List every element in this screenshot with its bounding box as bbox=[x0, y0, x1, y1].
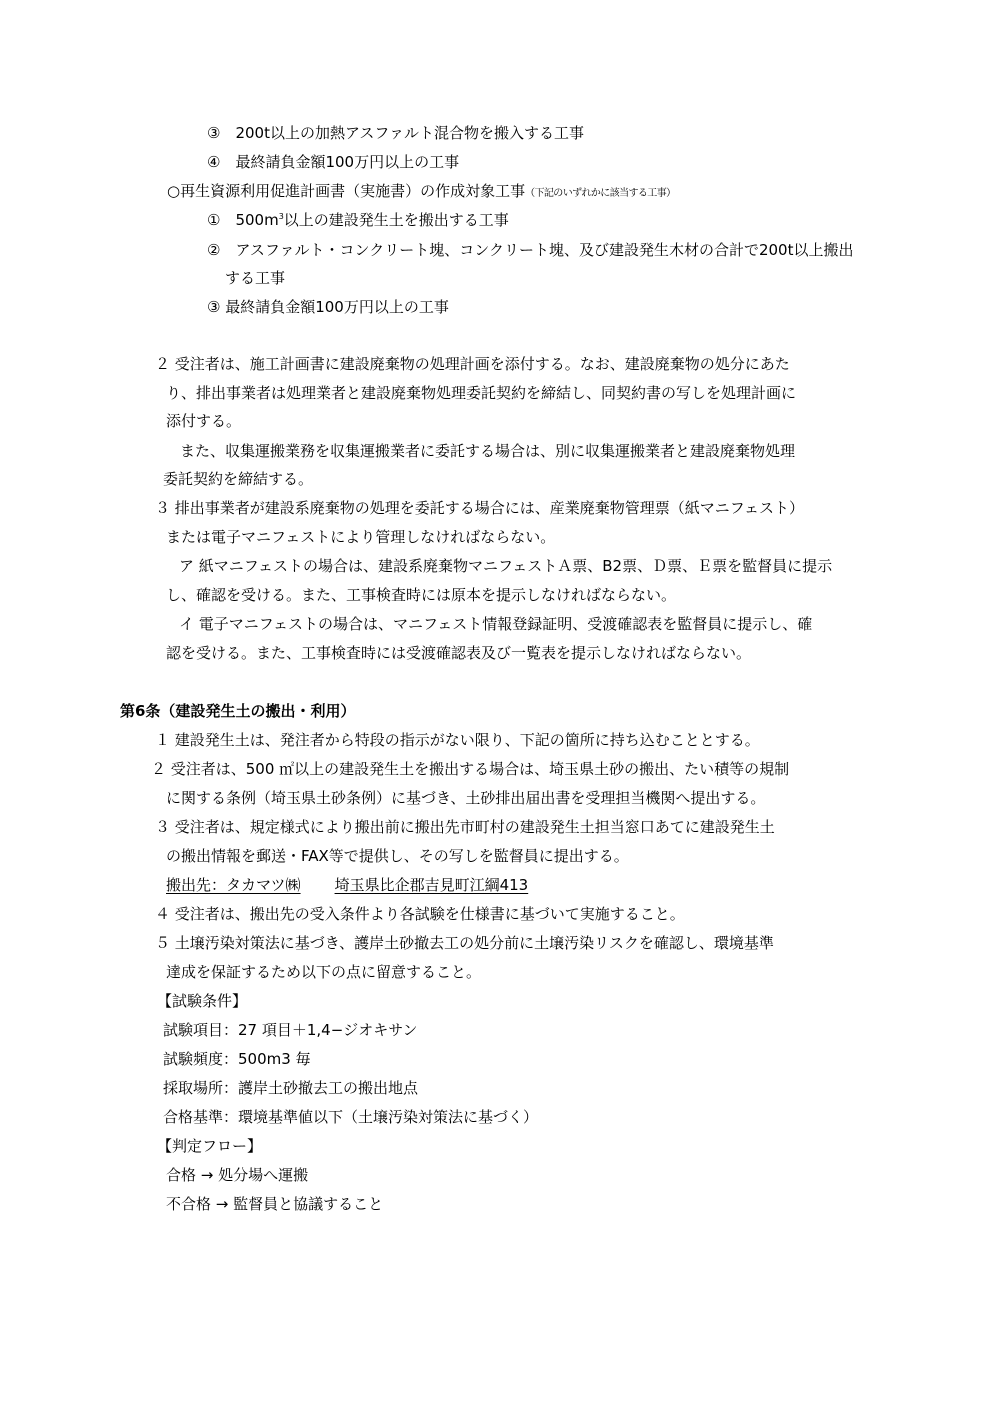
judgement-flow-heading: 【判定フロー】 bbox=[157, 1137, 263, 1155]
test-sampling-location: 採取場所：護岸土砂撤去工の搬出地点 bbox=[163, 1079, 419, 1097]
plan-heading-text: ○再生資源利用促進計画書（実施書）の作成対象工事 bbox=[167, 182, 526, 200]
para3-b-line2: 認を受ける。また、工事検査時には受渡確認表及び一覧表を提示しなければならない。 bbox=[166, 644, 752, 662]
plan-item-2-line1: ② アスファルト・コンクリート塊、コンクリート塊、及び建設発生木材の合計で200t以上搬出 bbox=[207, 241, 854, 259]
plan-item-1-num: ① 500m bbox=[207, 211, 279, 229]
plan-item-3: ③ 最終請負金額100万円以上の工事 bbox=[207, 298, 449, 316]
list-item-4: ④ 最終請負金額100万円以上の工事 bbox=[207, 153, 460, 171]
plan-heading bbox=[167, 184, 676, 199]
para3-a-line1: ア 紙マニフェストの場合は、建設系廃棄物マニフェストＡ票、B2票、Ｄ票、Ｅ票を監督員に提示 bbox=[179, 557, 833, 575]
plan-item-1-text: 以上の建設発生土を搬出する工事 bbox=[283, 211, 509, 229]
test-conditions-heading: 【試験条件】 bbox=[157, 992, 248, 1010]
para3-line2: または電子マニフェストにより管理しなければならない。 bbox=[166, 528, 556, 546]
article6-item5-line2: 達成を保証するため以下の点に留意すること。 bbox=[166, 963, 482, 981]
para2-line2: り、排出事業者は処理業者と建設廃棄物処理委託契約を締結し、同契約書の写しを処理計画に bbox=[166, 384, 797, 402]
destination bbox=[166, 878, 528, 893]
article6-item2-line1: ２ 受注者は、500 ㎡以上の建設発生土を搬出する場合は、埼玉県土砂の搬出、たい積等の規制 bbox=[151, 760, 790, 778]
flow-pass: 合格 → 処分場へ運搬 bbox=[166, 1166, 309, 1184]
article6-item1: １ 建設発生土は、発注者から特段の指示がない限り、下記の箇所に持ち込むこととする。 bbox=[155, 731, 760, 749]
destination-label: 搬出先：タカマツ㈱ bbox=[166, 876, 301, 894]
article6-item3-line2: の搬出情報を郵送・FAX等で提供し、その写しを監督員に提出する。 bbox=[166, 847, 629, 865]
article6-item4: ４ 受注者は、搬出先の受入条件より各試験を仕様書に基づいて実施すること。 bbox=[155, 905, 685, 923]
flow-fail: 不合格 → 監督員と協議すること bbox=[166, 1195, 384, 1213]
article6-item2-line2: に関する条例（埼玉県土砂条例）に基づき、土砂排出届出書を受理担当機関へ提出する。 bbox=[166, 789, 766, 807]
para2-line5: 委託契約を締結する。 bbox=[163, 470, 314, 488]
list-item-3: ③ 200t以上の加熱アスファルト混合物を搬入する工事 bbox=[207, 124, 585, 142]
para2-line4: また、収集運搬業務を収集運搬業者に委託する場合は、別に収集運搬業者と建設廃棄物処理 bbox=[180, 442, 796, 460]
test-pass-criteria: 合格基準：環境基準値以下（土壌汚染対策法に基づく） bbox=[163, 1108, 539, 1126]
test-item: 試験項目：27 項目＋1,4−ジオキサン bbox=[163, 1021, 418, 1039]
para3-a-line2: し、確認を受ける。また、工事検査時には原本を提示しなければならない。 bbox=[166, 586, 677, 604]
para3-line1: ３ 排出事業者が建設系廃棄物の処理を委託する場合には、産業廃棄物管理票（紙マニフェスト） bbox=[155, 499, 805, 517]
plan-item-1-sup: 3 bbox=[278, 212, 284, 221]
para2-line1: ２ 受注者は、施工計画書に建設廃棄物の処理計画を添付する。なお、建設廃棄物の処分にあた bbox=[155, 355, 790, 373]
article6-item5-line1: ５ 土壌汚染対策法に基づき、護岸土砂撤去工の処分前に土壌汚染リスクを確認し、環境基準 bbox=[155, 934, 774, 952]
plan-item-1 bbox=[207, 213, 509, 228]
article6-title: 第6条（建設発生土の搬出・利用） bbox=[120, 702, 356, 720]
plan-item-2-line2: する工事 bbox=[225, 269, 286, 287]
destination-address: 埼玉県比企郡吉見町江綱413 bbox=[334, 876, 529, 894]
para3-b-line1: イ 電子マニフェストの場合は、マニフェスト情報登録証明、受渡確認表を監督員に提示し、確 bbox=[179, 615, 813, 633]
plan-heading-note: （下記のいずれかに該当する工事） bbox=[525, 188, 676, 199]
article6-item3-line1: ３ 受注者は、規定様式により搬出前に搬出先市町村の建設発生土担当窓口あてに建設発生土 bbox=[155, 818, 775, 836]
test-frequency: 試験頻度：500m3 毎 bbox=[163, 1050, 311, 1068]
para2-line3: 添付する。 bbox=[166, 412, 242, 430]
